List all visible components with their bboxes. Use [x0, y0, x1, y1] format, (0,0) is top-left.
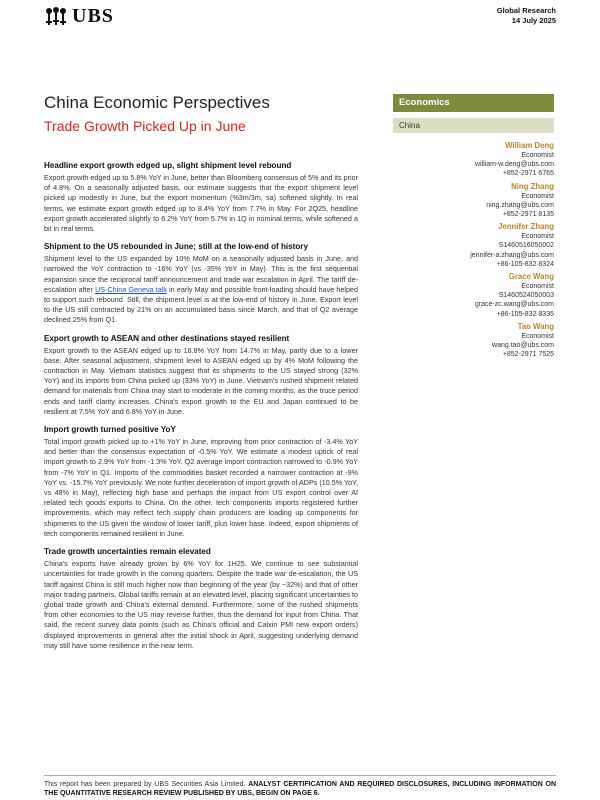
report-date: 14 July 2025 [511, 16, 556, 25]
sector-bar: Economics [393, 94, 554, 112]
analyst-name: Tao Wang [517, 321, 554, 331]
section-heading: Headline export growth edged up, slight shipment level rebound [44, 161, 292, 170]
ubs-keys-icon [44, 7, 68, 27]
analyst-entry [384, 141, 554, 179]
analyst-detail: +852-2971 8135 [502, 211, 554, 219]
footer-divider [44, 775, 556, 776]
analyst-name: Ning Zhang [511, 181, 554, 191]
analyst-name: Grace Wang [508, 272, 554, 282]
text-before-link: Shipment level to the US expanded by 10% MoM on a seasonally adjusted basis in June, and narrowed the YoY contraction to -16% YoY (vs -35% YoY in May). This is the first sequential expansion since the reciprocal tariff announcement and trade war escalation in April. The tariff de-escalation after [44, 254, 358, 294]
section-text: China's exports have already grown by 6% YoY for 1H25. We continue to see substantial uncertainties for trade growth in the coming quarters. Despite the trade war de-escalation, the US tariff against China is still much higher now than beginning of the year (by ~32%) and that of other major trading partners. Global tariffs remain at an elevated level, placing significant uncertainties to global trade growth and China's external demand. Furthermore, some of the rushed shipments from other economies to the US may reverse further, thus the demand for input from China. That said, the recent survey data points (such as China's official and Caixin PMI new export orders) displayed improvements in general after the initial shock in April, suggesting underlying demand may still have some resilience in the near term. [44, 559, 358, 650]
text-after-link: in early May and possible front-loading should have helped to support such rebound. Still, the shipment level is at the low-end of history in June. Export level to the US still contracted by 21% on an accumulated basis since March, and that of Q2 average declined 25% from Q1. [44, 284, 358, 325]
analyst-detail: S1460516050002 [498, 242, 554, 250]
report-subtitle: Trade Growth Picked Up in June [44, 118, 246, 134]
analyst-detail: Economist [521, 192, 554, 200]
analyst-detail: Economist [521, 332, 554, 340]
analyst-detail: +86-105-832 8324 [496, 260, 554, 268]
doc-type: Global Research [496, 6, 556, 15]
section-heading: Export growth to ASEAN and other destinations stayed resilient [44, 333, 290, 343]
analyst-detail: Economist [521, 152, 554, 159]
analyst-detail: S1460524050003 [498, 292, 554, 300]
report-title: China Economic Perspectives [44, 93, 270, 112]
analyst-name: William Deng [505, 141, 554, 150]
analyst-entry [384, 322, 554, 360]
geneva-talk-link[interactable]: US-China Geneva talk [95, 284, 167, 294]
analyst-detail[interactable]: grace-zc.wang@ubs.com [474, 301, 554, 309]
analyst-detail: +852-2971 7525 [502, 351, 554, 359]
analyst-detail[interactable]: ning.zhang@ubs.com [486, 201, 554, 209]
analyst-detail[interactable]: wang.tao@ubs.com [492, 342, 554, 350]
section-us-shipment [44, 241, 358, 325]
footer-disclosure [44, 780, 556, 798]
section-heading: Trade growth uncertainties remain elevated [44, 547, 211, 557]
analyst-detail: +852-2971 6765 [502, 170, 554, 178]
section-uncertainties [44, 546, 358, 651]
analyst-detail: Economist [521, 283, 554, 291]
footer-disclosure-bold: ANALYST CERTIFICATION AND REQUIRED DISCLOSURES, INCLUDING INFORMATION ON THE QUANTITATIVE RESEARCH REVIEW PUBLISHED BY UBS, BEGIN ON PAGE 6. [44, 781, 557, 797]
analyst-entry [384, 272, 554, 319]
section-heading: Shipment to the US rebounded in June; still at the low-end of history [44, 242, 308, 252]
ubs-logo [44, 5, 114, 28]
section-asean [44, 333, 358, 417]
analyst-detail: +86-105-832 8335 [496, 310, 554, 318]
analyst-detail[interactable]: william-w.deng@ubs.com [474, 161, 554, 169]
report-meta [497, 6, 556, 26]
logo-text: UBS [72, 5, 114, 27]
analyst-detail: Economist [521, 233, 554, 241]
section-text: Export growth edged up to 5.8% YoY in June, better than Bloomberg consensus of 5% and its prior of 4.8%. On a seasonally adjusted basis, our estimate suggests that the export shipment level picked up modestly in June, but the export momentum (%3m/3m, sa) softened slightly. In real terms, we estimate export growth edged up to 8.4% YoY from 7.7% in May. For 2Q25, headline export growth accelerated slightly to 6.2% YoY from 5.7% in 1Q in nominal terms, while softened a bit in real terms. [44, 173, 358, 234]
country-bar: China [393, 118, 554, 133]
section-heading: Import growth turned positive YoY [44, 425, 176, 435]
analyst-name: Jennifer Zhang [498, 222, 554, 232]
footer-prefix: This report has been prepared by UBS Securities Asia Limited. [44, 781, 246, 788]
report-body [44, 160, 358, 658]
analyst-entry [384, 222, 554, 269]
section-text: Export growth to the ASEAN edged up to 16.8% YoY from 14.7% in May, partly due to a lower base. After seasonal adjustment, shipment level to ASEAN edged up by 4% MoM following the contraction in May. Vietnam statistics suggest that its shipments to the US stayed strong (32% YoY) and its imports from China picked up (33% YoY) in June. Vietnam's rushed shipment related demand for materials from China may start to moderate in the coming months, as the truce period ends and tariff clarity increases. China's export growth to the EU and Japan continued to be resilient at 7.5% YoY and 6.8% YoY in June. [44, 345, 358, 416]
analyst-detail[interactable]: jennifer-a.zhang@ubs.com [470, 251, 554, 259]
analyst-list [384, 141, 554, 362]
section-export-growth [44, 160, 358, 234]
section-text: Total import growth picked up to +1% YoY in June, improving from prior contraction of -3.4% YoY and better than the consensus expectation of -0.5% YoY. We estimate a modest uptick of real import growth to 2.9% YoY from -1.3% YoY. Q2 average import contraction narrowed to -0.9% YoY from -7% YoY in Q1. Imports of the commodities basket recorded a narrower contraction at -9% YoY vs. -15.7% YoY previously. We note further deceleration of import growth of ADPs (10.5% YoY, vs 48% in May), reflecting high base and perhaps the impact from US export control over AI related tech goods exports to China. On the other, tech components imports registered further improvements, which may reflect tech supply chain producers are loading up components for shipments to the US given the window of lower tariff, plus lower base. Indeed, export shipments of tech components remained resilient in June. [44, 437, 358, 538]
section-imports [44, 424, 358, 539]
section-text [44, 254, 358, 325]
analyst-entry [384, 182, 554, 220]
